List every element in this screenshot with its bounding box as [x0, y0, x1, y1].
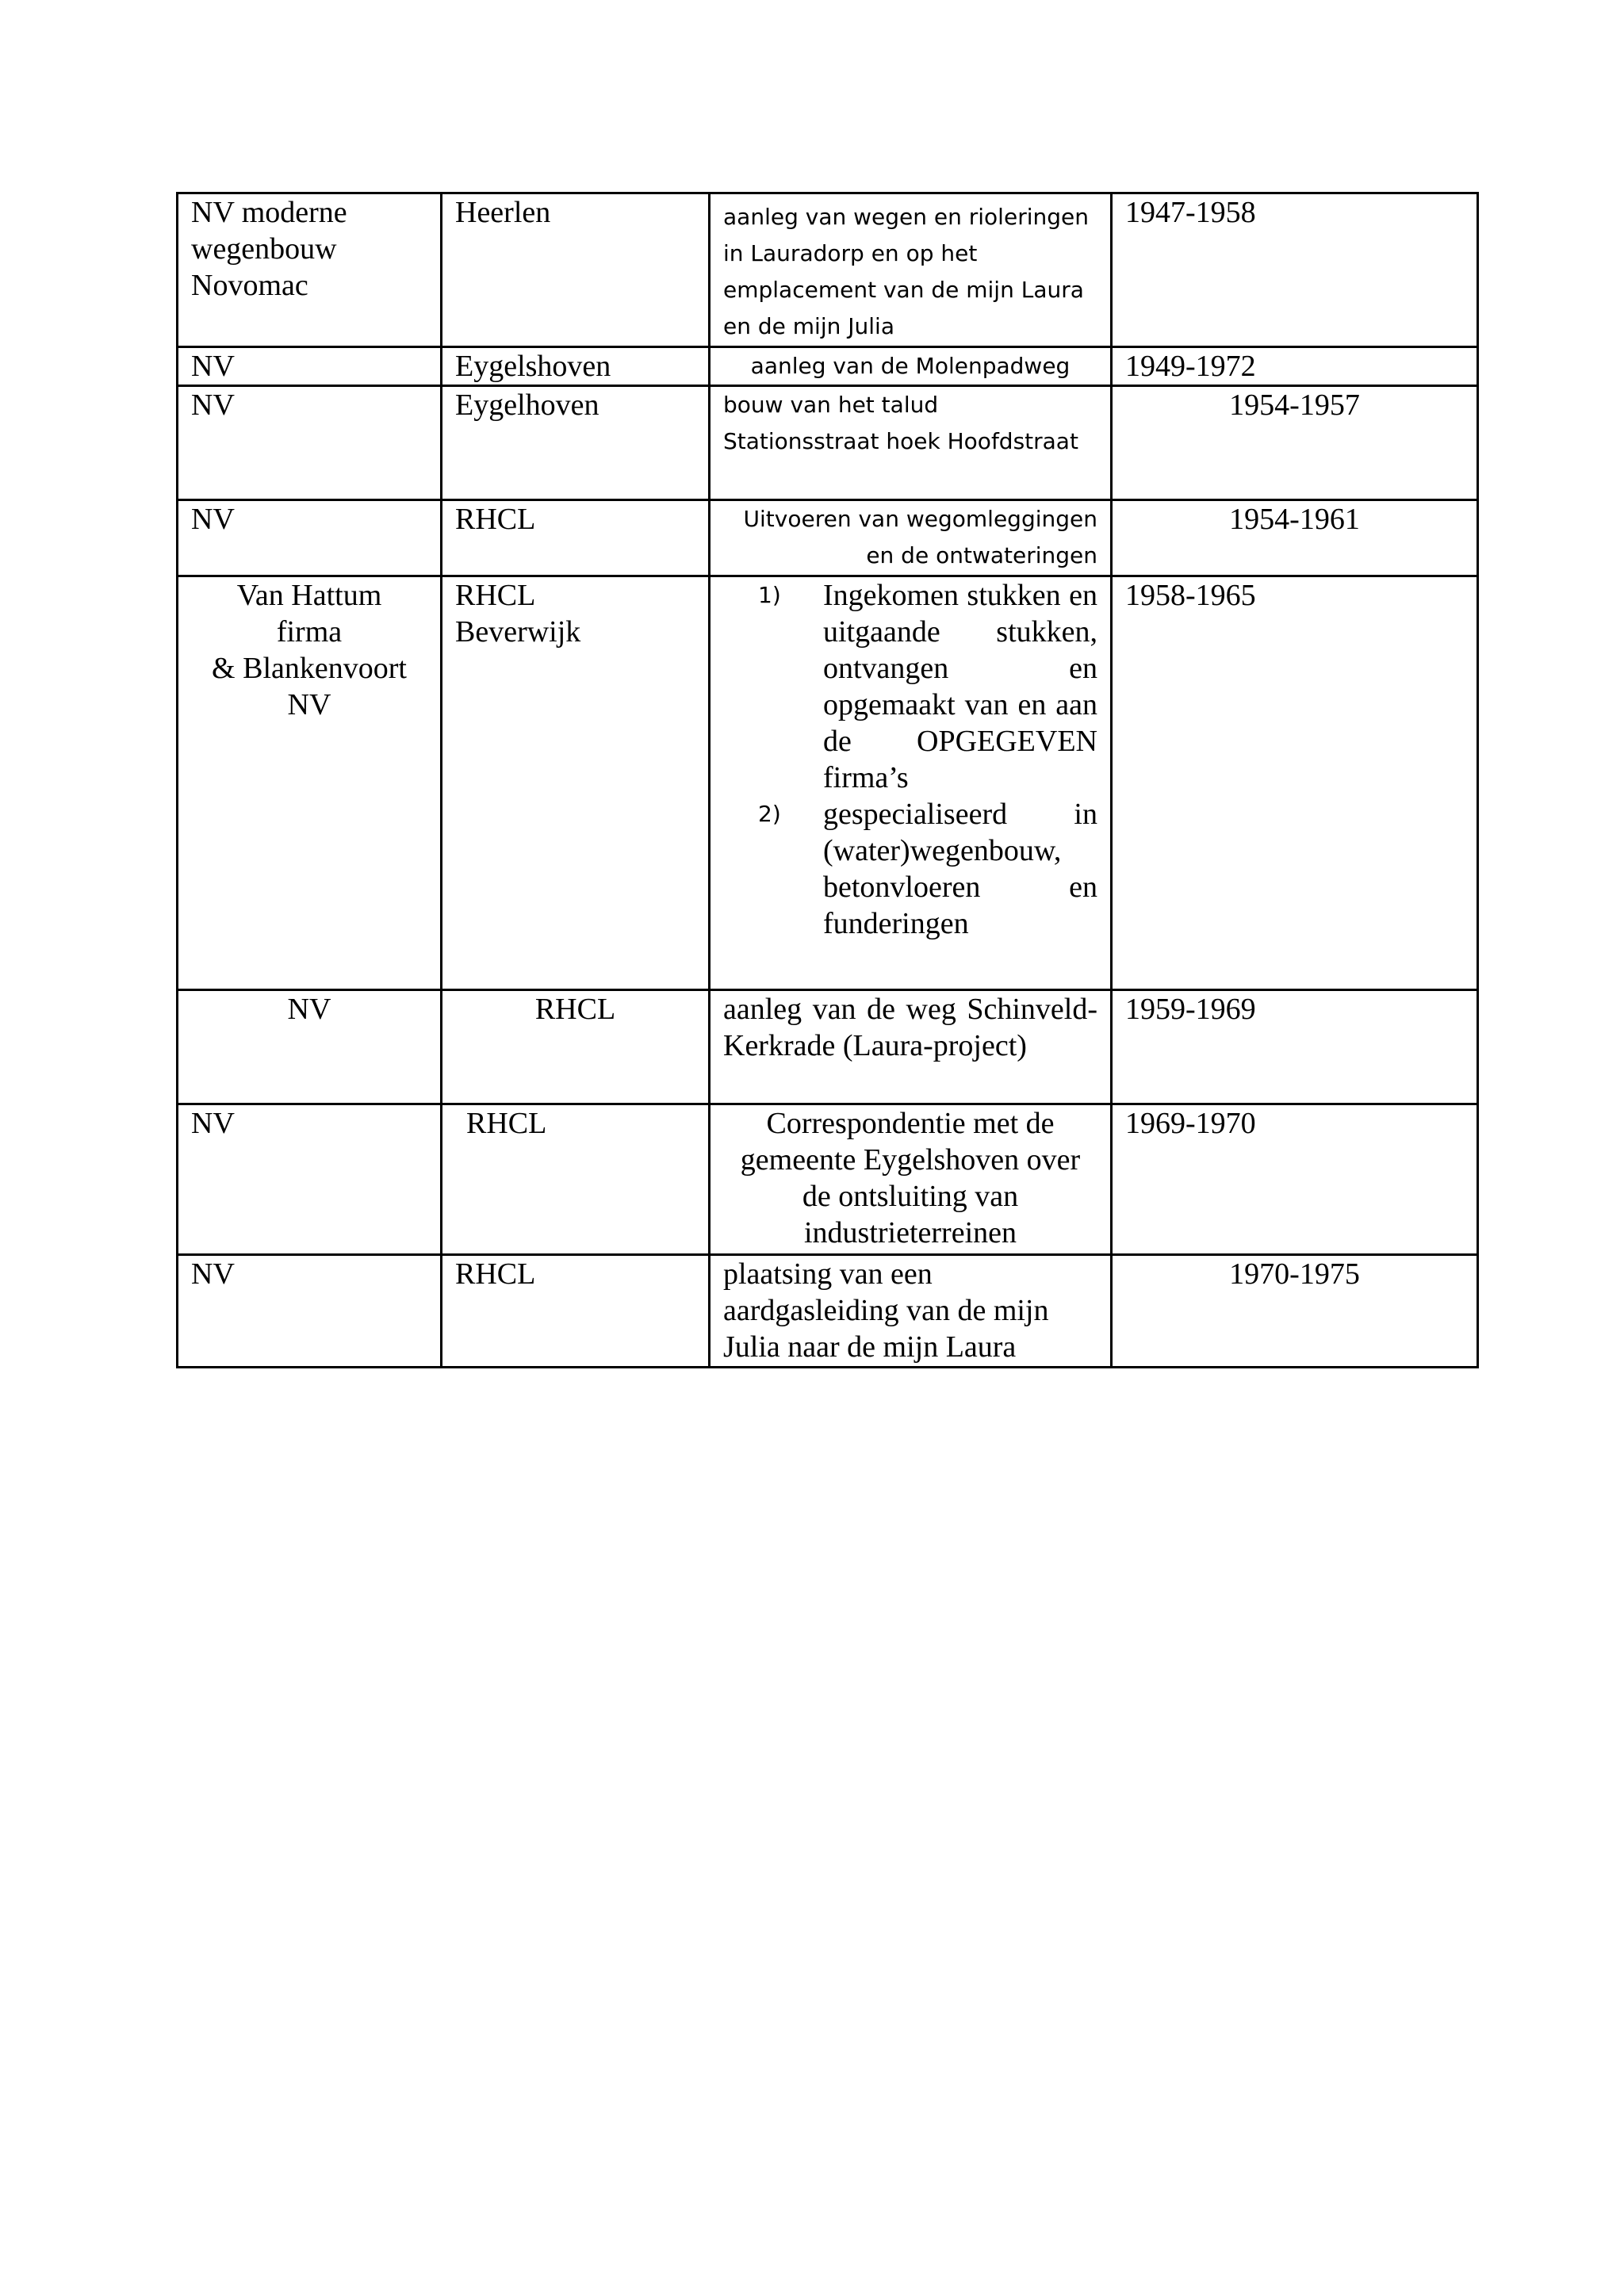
period-cell: 1958-1965: [1112, 576, 1478, 990]
list-text: gespecialiseerd in (water)wegenbouw, betonvloeren en funderingen: [823, 798, 1097, 940]
description-cell: aanleg van de Molenpadweg: [710, 347, 1112, 386]
place-cell: RHCL: [442, 1255, 710, 1368]
place-cell: RHCL: [442, 990, 710, 1104]
archive-table: [176, 192, 1479, 1368]
list-number: 2): [758, 801, 781, 827]
firm-cell: NV: [178, 347, 442, 386]
numbered-list: [710, 577, 1097, 942]
table-row: [178, 576, 1478, 990]
list-item: [710, 577, 1097, 796]
description-cell: bouw van het talud Stationsstraat hoek Hoofdstraat: [710, 386, 1112, 500]
table-row: [178, 386, 1478, 500]
place-cell: Eygelshoven: [442, 347, 710, 386]
table-row: [178, 193, 1478, 347]
period-cell: 1970-1975: [1112, 1255, 1478, 1368]
description-cell: [710, 576, 1112, 990]
description-cell: Correspondentie met de gemeente Eygelshoven over de ontsluiting van industrieterreinen: [710, 1104, 1112, 1255]
list-number: 1): [758, 582, 781, 608]
description-cell: Uitvoeren van wegomleggingen en de ontwateringen: [710, 500, 1112, 576]
period-cell: 1954-1961: [1112, 500, 1478, 576]
period-cell: 1947-1958: [1112, 193, 1478, 347]
firm-cell: NV: [178, 386, 442, 500]
description-cell: plaatsing van een aardgasleiding van de mijn Julia naar de mijn Laura: [710, 1255, 1112, 1368]
place-line: RHCL: [455, 579, 536, 612]
table-row: [178, 347, 1478, 386]
list-text: Ingekomen stukken en uitgaande stukken, ontvangen en opgemaakt van en aan de OPGEGEVEN firma’s: [823, 579, 1097, 794]
place-cell: RHCL: [442, 1104, 710, 1255]
place-cell: Eygelhoven: [442, 386, 710, 500]
firm-cell: NV moderne wegenbouw Novomac: [178, 193, 442, 347]
description-cell: aanleg van de weg Schinveld-Kerkrade (Laura-project): [710, 990, 1112, 1104]
table-row: [178, 500, 1478, 576]
period-cell: 1954-1957: [1112, 386, 1478, 500]
table-row: [178, 1255, 1478, 1368]
firm-line: firma: [276, 615, 343, 649]
description-cell: aanleg van wegen en rioleringen in Lauradorp en op het emplacement van de mijn Laura en de mijn Julia: [710, 193, 1112, 347]
firm-line: Van Hattum: [236, 579, 382, 612]
place-cell: [442, 576, 710, 990]
firm-cell: NV: [178, 500, 442, 576]
firm-cell: NV: [178, 1104, 442, 1255]
place-cell: Heerlen: [442, 193, 710, 347]
period-cell: 1959-1969: [1112, 990, 1478, 1104]
list-item: [710, 796, 1097, 942]
place-line: Beverwijk: [455, 615, 581, 649]
firm-cell: [178, 576, 442, 990]
place-cell: RHCL: [442, 500, 710, 576]
table-row: [178, 990, 1478, 1104]
firm-line: & Blankenvoort: [212, 652, 407, 685]
firm-cell: NV: [178, 1255, 442, 1368]
period-cell: 1949-1972: [1112, 347, 1478, 386]
firm-cell: NV: [178, 990, 442, 1104]
period-cell: 1969-1970: [1112, 1104, 1478, 1255]
table-row: [178, 1104, 1478, 1255]
firm-line: NV: [287, 688, 331, 721]
